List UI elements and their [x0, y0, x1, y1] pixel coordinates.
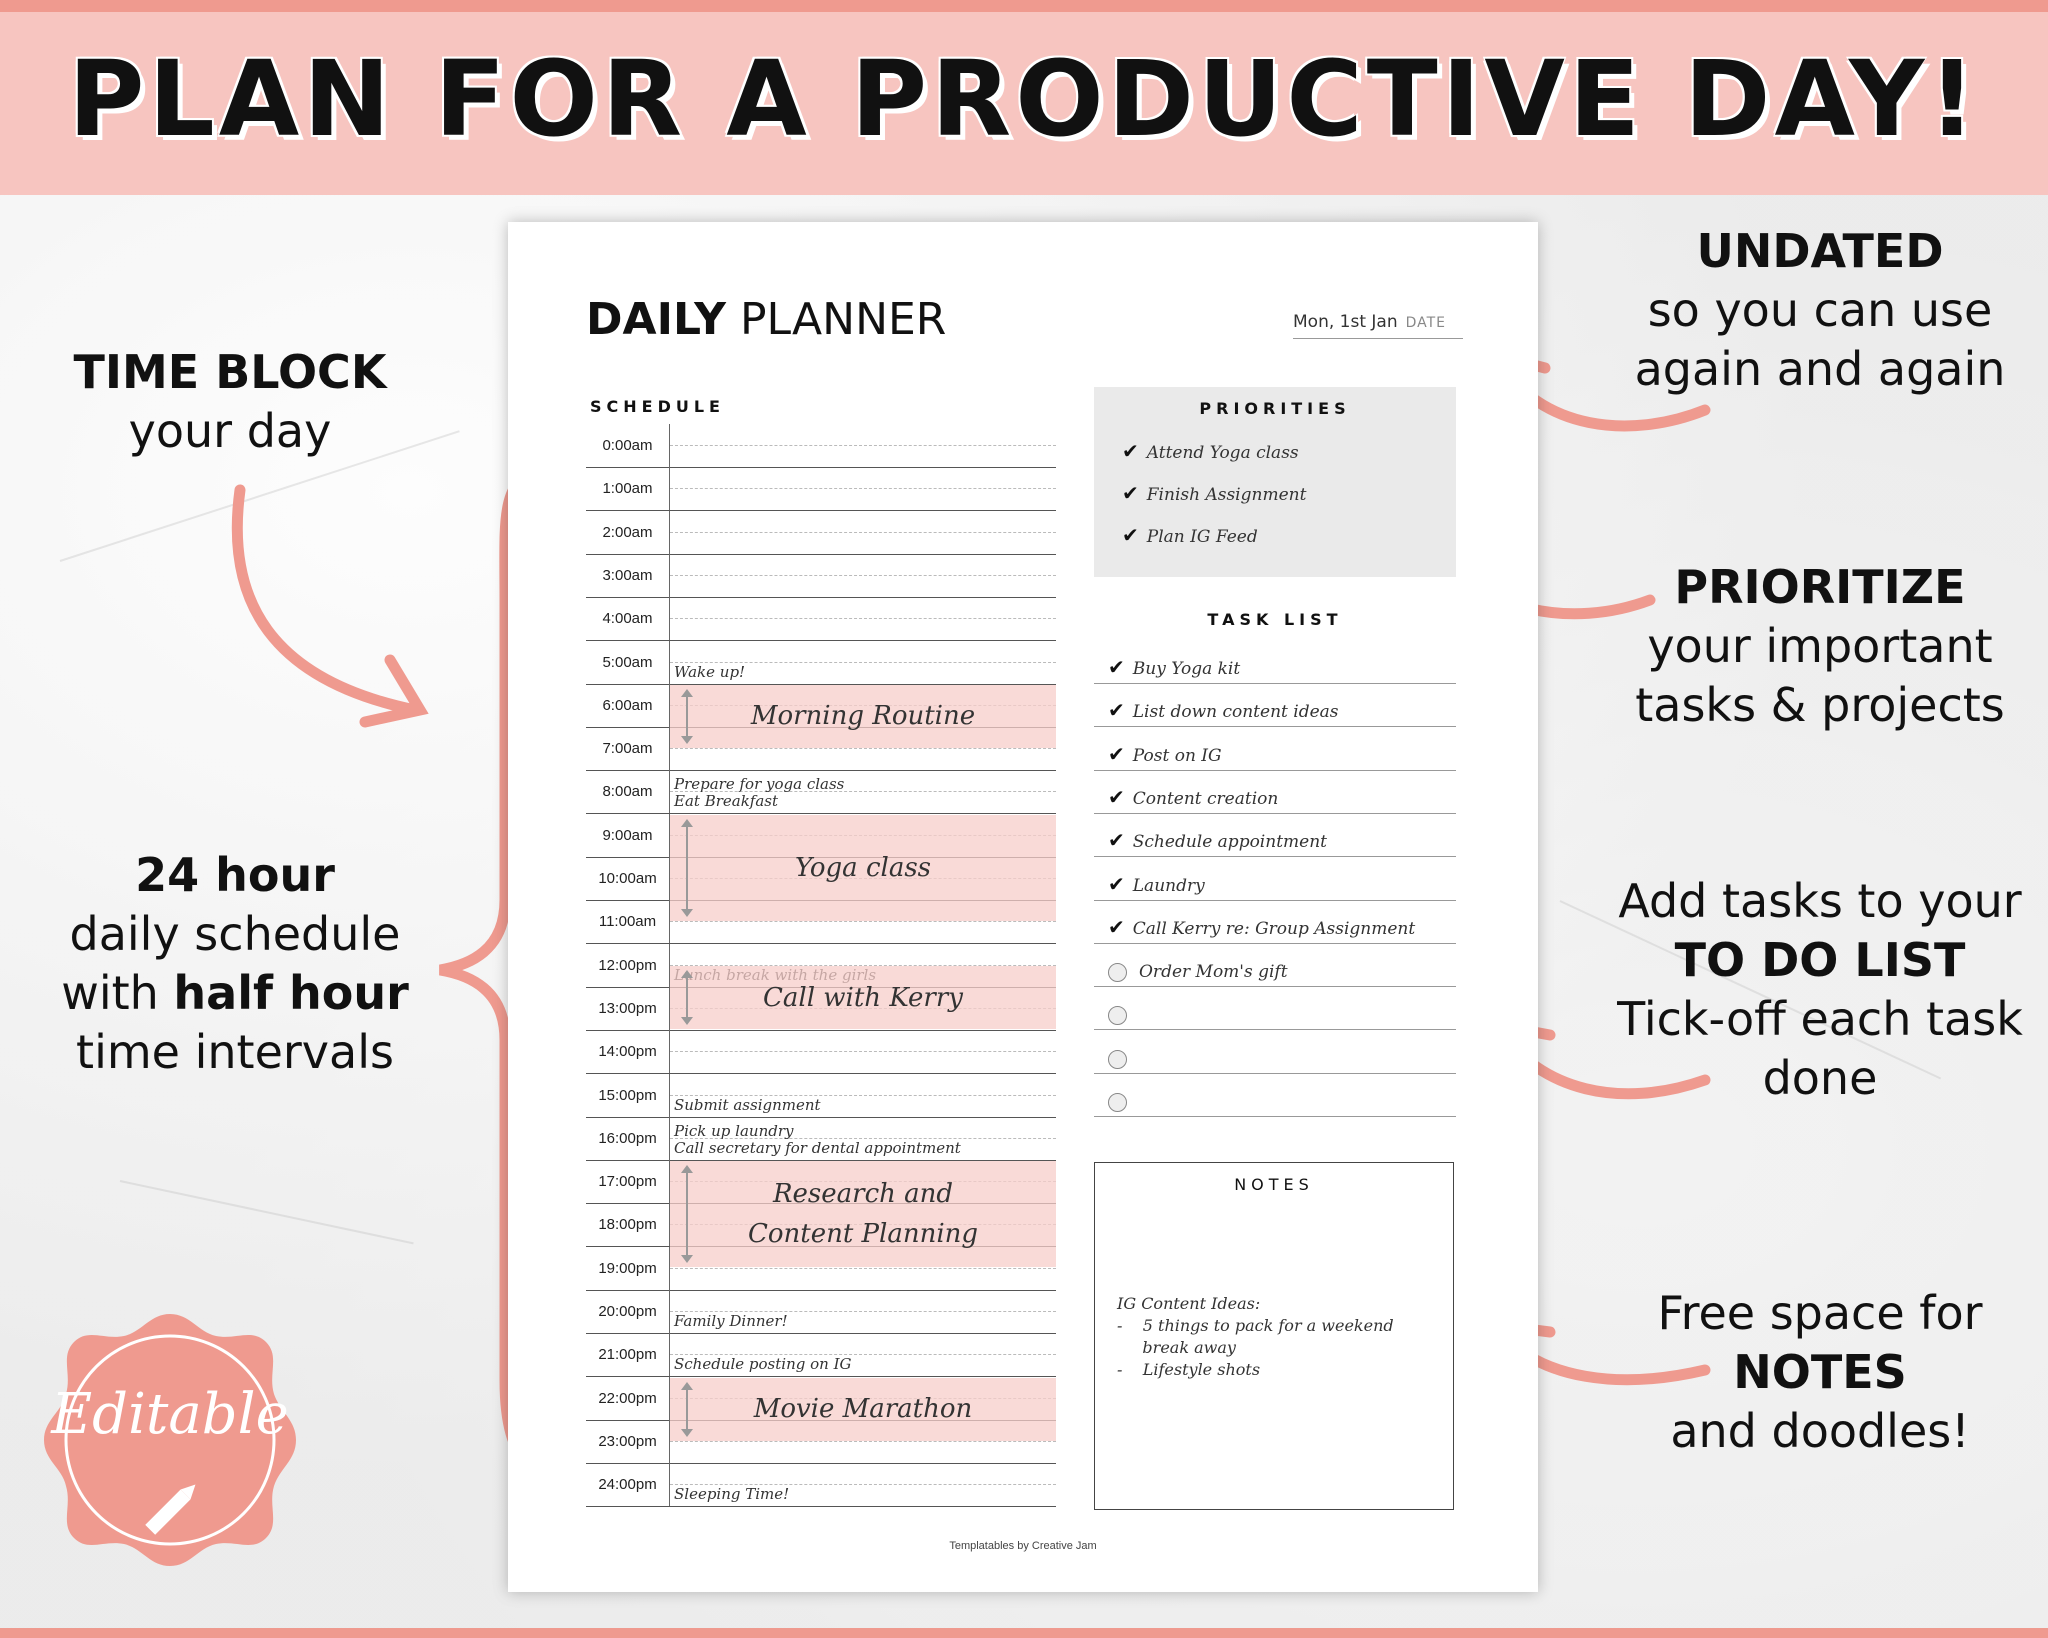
task-item — [1108, 785, 1278, 809]
half-hour-line — [670, 1051, 1056, 1052]
checkmark-icon: ✔ — [1122, 523, 1139, 547]
task-item — [1108, 655, 1240, 679]
task-text: Post on IG — [1132, 745, 1222, 766]
schedule-row[interactable] — [586, 770, 1056, 814]
checkmark-icon[interactable]: ✔ — [1108, 698, 1125, 723]
checkmark-icon[interactable]: ✔ — [1108, 871, 1125, 896]
schedule-time: 18:00pm — [586, 1203, 670, 1246]
tasklist-heading: TASK LIST — [1207, 610, 1343, 629]
schedule-time: 7:00am — [586, 727, 670, 770]
schedule-time: 6:00am — [586, 684, 670, 727]
schedule-time: 20:00pm — [586, 1290, 670, 1333]
schedule-time: 16:00pm — [586, 1117, 670, 1160]
time-block[interactable] — [670, 1378, 1056, 1441]
priority-item[interactable] — [1122, 439, 1299, 463]
schedule-time: 15:00pm — [586, 1074, 670, 1117]
task-text: Laundry — [1132, 875, 1205, 896]
headline: PLAN FOR A PRODUCTIVE DAY! — [68, 38, 1980, 160]
half-hour-line — [670, 1268, 1056, 1269]
schedule-row[interactable] — [586, 1333, 1056, 1377]
task-row[interactable] — [1094, 900, 1456, 944]
planner-title-rest: PLANNER — [740, 294, 947, 345]
task-text: Order Mom's gift — [1139, 962, 1288, 983]
priorities-panel — [1094, 387, 1456, 577]
schedule-note: Pick up laundry Call secretary for dental appointment — [674, 1121, 961, 1157]
callout-24-hour-line3: with — [61, 966, 174, 1020]
task-item — [1108, 962, 1288, 982]
schedule-time: 22:00pm — [586, 1377, 670, 1420]
schedule-row[interactable] — [586, 467, 1056, 511]
task-item — [1108, 1005, 1139, 1025]
empty-checkbox-icon[interactable] — [1108, 1050, 1127, 1069]
time-block-label: Yoga class — [794, 852, 932, 883]
priority-item[interactable] — [1122, 481, 1306, 505]
checkmark-icon[interactable]: ✔ — [1108, 828, 1125, 853]
time-block-label: Morning Routine — [750, 701, 976, 732]
schedule-time: 4:00am — [586, 597, 670, 640]
notes-line: IG Content Ideas: — [1117, 1294, 1261, 1313]
task-text: Buy Yoga kit — [1132, 659, 1241, 679]
priority-text: Attend Yoga class — [1146, 443, 1299, 463]
date-label: DATE — [1405, 315, 1447, 331]
time-block[interactable] — [670, 685, 1056, 748]
schedule-time: 9:00am — [586, 814, 670, 857]
task-item — [1108, 742, 1222, 766]
schedule-time: 3:00am — [586, 554, 670, 597]
half-hour-line — [670, 921, 1056, 922]
task-row[interactable] — [1094, 770, 1456, 814]
half-hour-line — [670, 488, 1056, 489]
callout-todo-bold: TO DO LIST — [1674, 933, 1966, 987]
schedule-note: Family Dinner! — [674, 1312, 788, 1330]
priority-text: Plan IG Feed — [1146, 527, 1258, 547]
schedule-time: 10:00am — [586, 857, 670, 900]
time-block-label: Movie Marathon — [753, 1394, 973, 1425]
time-block-label: Call with Kerry — [763, 982, 963, 1013]
callout-undated-line2: so you can use — [1647, 283, 1993, 337]
date-field[interactable] — [1293, 312, 1463, 339]
time-block[interactable] — [670, 815, 1056, 921]
callout-time-block-bold: TIME BLOCK — [73, 345, 387, 399]
schedule-time: 24:00pm — [586, 1463, 670, 1506]
schedule-row[interactable] — [586, 1074, 1056, 1118]
callout-24-hour-line2: daily schedule — [69, 907, 401, 961]
task-row[interactable] — [1094, 640, 1456, 684]
schedule-row[interactable] — [586, 554, 1056, 598]
callout-notes-line3: and doodles! — [1670, 1404, 1970, 1458]
task-row[interactable] — [1094, 1030, 1456, 1074]
schedule-time: 17:00pm — [586, 1160, 670, 1203]
callout-prioritize-line2: your important — [1647, 619, 1993, 673]
schedule-heading: SCHEDULE — [590, 397, 725, 416]
callout-24-hour-bold: 24 hour — [135, 848, 335, 902]
time-block[interactable] — [670, 1161, 1056, 1267]
schedule-note: Prepare for yoga class Eat Breakfast — [674, 775, 845, 811]
task-item — [1108, 915, 1415, 939]
task-item — [1108, 828, 1327, 852]
task-text: List down content ideas — [1132, 702, 1339, 723]
checkmark-icon[interactable]: ✔ — [1108, 741, 1125, 766]
empty-checkbox-icon[interactable] — [1108, 1093, 1127, 1112]
notes-heading: NOTES — [1234, 1175, 1314, 1194]
callout-notes-bold: NOTES — [1733, 1345, 1907, 1399]
half-hour-line — [670, 1441, 1056, 1442]
half-hour-line — [670, 748, 1056, 749]
priority-item[interactable] — [1122, 523, 1258, 547]
callout-todo-line4: done — [1762, 1051, 1878, 1105]
schedule-time: 13:00pm — [586, 987, 670, 1030]
schedule-row[interactable] — [586, 597, 1056, 641]
schedule-time: 14:00pm — [586, 1030, 670, 1073]
schedule-row[interactable] — [586, 424, 1056, 468]
notes-line: - Lifestyle shots — [1117, 1360, 1261, 1379]
callout-prioritize-line3: tasks & projects — [1635, 678, 2005, 732]
priority-text: Finish Assignment — [1146, 485, 1307, 505]
empty-checkbox-icon[interactable] — [1108, 1006, 1127, 1025]
task-row[interactable] — [1094, 727, 1456, 771]
arrow-time-block-head — [365, 660, 420, 722]
task-item — [1108, 872, 1205, 896]
callout-undated-line3: again and again — [1634, 342, 2006, 396]
schedule-note: Wake up! — [674, 662, 746, 681]
checkmark-icon: ✔ — [1122, 439, 1139, 463]
callout-24-hour-bold2: half hour — [173, 966, 409, 1020]
schedule-note: Schedule posting on IG — [674, 1355, 852, 1374]
callout-prioritize-bold: PRIORITIZE — [1674, 560, 1966, 614]
task-item — [1108, 698, 1339, 722]
notes-line: break away — [1117, 1338, 1236, 1357]
callout-todo-line3: Tick-off each task — [1617, 992, 2023, 1046]
task-row[interactable] — [1094, 986, 1456, 1030]
planner-footer: Templatables by Creative Jam — [949, 1540, 1097, 1552]
half-hour-line — [670, 445, 1056, 446]
task-row[interactable] — [1094, 813, 1456, 857]
task-row[interactable] — [1094, 1073, 1456, 1117]
schedule-row[interactable] — [586, 1117, 1056, 1161]
schedule-time: 8:00am — [586, 770, 670, 813]
task-row[interactable] — [1094, 683, 1456, 727]
planner-title — [586, 294, 946, 345]
editable-label: Editable — [51, 1382, 289, 1447]
schedule-time: 11:00am — [586, 900, 670, 943]
task-text: Call Kerry re: Group Assignment — [1132, 918, 1416, 939]
checkmark-icon: ✔ — [1122, 481, 1139, 505]
schedule-time: 12:00pm — [586, 944, 670, 987]
task-row[interactable] — [1094, 943, 1456, 987]
callout-todo-line1: Add tasks to your — [1618, 874, 2022, 928]
half-hour-line — [670, 618, 1056, 619]
schedule-time: 1:00am — [586, 467, 670, 510]
task-item — [1108, 1049, 1139, 1069]
schedule-time: 23:00pm — [586, 1420, 670, 1463]
schedule-time: 21:00pm — [586, 1333, 670, 1376]
schedule-row[interactable] — [586, 1290, 1056, 1334]
arrow-time-block — [237, 490, 415, 710]
planner-title-bold: DAILY — [586, 294, 726, 345]
half-hour-line — [670, 532, 1056, 533]
schedule-row[interactable] — [586, 1030, 1056, 1074]
callout-notes-line1: Free space for — [1657, 1286, 1983, 1340]
callout-undated-bold: UNDATED — [1696, 224, 1944, 278]
task-row[interactable] — [1094, 857, 1456, 901]
task-text: Schedule appointment — [1132, 832, 1327, 853]
date-value: Mon, 1st Jan — [1293, 312, 1398, 332]
checkmark-icon[interactable]: ✔ — [1108, 914, 1125, 939]
time-block-label: Research and Content Planning — [747, 1179, 979, 1250]
schedule-time: 5:00am — [586, 641, 670, 684]
schedule-note: Sleeping Time! — [674, 1485, 790, 1504]
schedule-time: 2:00am — [586, 511, 670, 554]
callout-24-hour-line4: time intervals — [76, 1025, 394, 1079]
schedule-row[interactable] — [586, 511, 1056, 555]
priorities-heading: PRIORITIES — [1199, 399, 1351, 418]
notes-box[interactable] — [1094, 1162, 1454, 1510]
callout-time-block-text: your day — [128, 404, 332, 458]
schedule-row[interactable] — [586, 641, 1056, 685]
schedule-row[interactable] — [586, 1463, 1056, 1507]
time-block[interactable] — [670, 966, 1056, 1029]
schedule-note: Submit assignment — [674, 1095, 821, 1114]
schedule-time: 19:00pm — [586, 1247, 670, 1290]
half-hour-line — [670, 575, 1056, 576]
task-text: Content creation — [1132, 788, 1279, 809]
schedule-time: 0:00am — [586, 424, 670, 467]
task-item — [1108, 1092, 1139, 1112]
planner-page — [508, 222, 1538, 1592]
empty-checkbox-icon[interactable] — [1108, 963, 1127, 982]
notes-line: - 5 things to pack for a weekend — [1117, 1316, 1394, 1335]
checkmark-icon[interactable]: ✔ — [1108, 655, 1125, 679]
checkmark-icon[interactable]: ✔ — [1108, 784, 1125, 809]
